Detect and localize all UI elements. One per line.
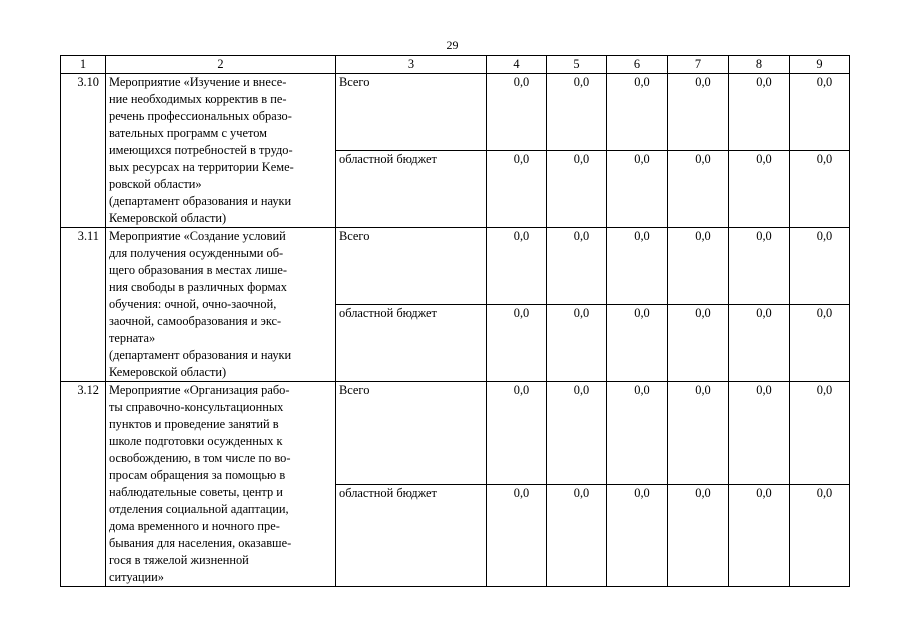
description-line: ровской области» xyxy=(109,177,202,191)
description-line: ние необходимых корректив в пе- xyxy=(109,92,287,106)
funding-value-cell xyxy=(607,305,668,382)
funding-source: Всего xyxy=(336,382,487,485)
description-line: наблюдательные советы, центр и xyxy=(109,485,283,499)
funding-value: 0,0 xyxy=(513,229,530,243)
page-number: 29 xyxy=(446,38,459,52)
measure-number: 3.12 xyxy=(61,382,106,587)
funding-value: 0,0 xyxy=(634,229,650,243)
funding-value-cell xyxy=(487,382,547,485)
funding-value-cell xyxy=(547,151,607,228)
funding-value-cell xyxy=(547,484,607,587)
header-cell: 6 xyxy=(607,56,668,74)
funding-value-cell xyxy=(790,484,850,587)
funding-value-cell xyxy=(487,228,547,305)
funding-value: 0,0 xyxy=(816,75,833,89)
description-line: просам обращения за помощью в xyxy=(109,468,286,482)
description-line: Мероприятие «Изучение и внесе- xyxy=(109,75,287,89)
funding-value: 0,0 xyxy=(695,485,711,500)
description-line: дома временного и ночного пре- xyxy=(109,519,280,533)
funding-value-cell xyxy=(607,228,668,305)
funding-value-cell xyxy=(790,151,850,228)
funding-value-cell xyxy=(790,74,850,151)
funding-value-cell xyxy=(607,74,668,151)
funding-value-cell xyxy=(668,151,729,228)
funding-value-cell xyxy=(729,305,790,382)
description-line: речень профессиональных образо- xyxy=(109,109,292,123)
funding-value: 0,0 xyxy=(573,383,590,397)
funding-source: Всего xyxy=(336,74,487,151)
header-cell: 7 xyxy=(668,56,729,74)
funding-value: 0,0 xyxy=(634,152,650,166)
funding-value: 0,0 xyxy=(573,306,590,320)
funding-value: 0,0 xyxy=(756,152,772,166)
funding-value-cell xyxy=(729,74,790,151)
funding-value-cell xyxy=(668,228,729,305)
funding-value: 0,0 xyxy=(816,485,833,500)
funding-source: областной бюджет xyxy=(336,305,487,382)
funding-value: 0,0 xyxy=(573,229,590,243)
description-line: освобождению, в том числе по во- xyxy=(109,451,291,465)
measure-description xyxy=(106,382,336,587)
description-line: школе подготовки осужденных к xyxy=(109,434,283,448)
description-line: заочной, самообразования и экс- xyxy=(109,314,282,328)
funding-value-cell xyxy=(729,151,790,228)
description-line: Кемеровской области) xyxy=(109,365,227,379)
funding-value: 0,0 xyxy=(816,152,833,166)
description-line: щего образования в местах лише- xyxy=(109,263,288,277)
measure-row xyxy=(61,228,850,305)
funding-value: 0,0 xyxy=(513,75,530,89)
measure-description xyxy=(106,228,336,382)
funding-value-cell xyxy=(487,74,547,151)
header-cell: 3 xyxy=(336,56,487,74)
description-line: вательных программ с учетом xyxy=(109,126,268,140)
measure-number: 3.11 xyxy=(61,228,106,382)
funding-value-cell xyxy=(729,484,790,587)
funding-value-cell xyxy=(668,74,729,151)
header-row xyxy=(61,56,850,74)
funding-value: 0,0 xyxy=(756,75,772,89)
description-line: имеющихся потребностей в трудо- xyxy=(109,143,293,157)
funding-value: 0,0 xyxy=(573,152,590,166)
funding-value-cell xyxy=(668,305,729,382)
description-line: ситуации» xyxy=(109,570,165,584)
funding-value-cell xyxy=(607,151,668,228)
funding-value-cell xyxy=(547,382,607,485)
description-line: терната» xyxy=(109,331,156,345)
header-cell: 9 xyxy=(790,56,850,74)
header-cell: 1 xyxy=(61,56,106,74)
header-cell: 8 xyxy=(729,56,790,74)
funding-value: 0,0 xyxy=(756,485,772,500)
funding-value: 0,0 xyxy=(695,152,711,166)
description-line: Мероприятие «Создание условий xyxy=(109,229,286,243)
program-measures-table xyxy=(60,55,850,587)
funding-value: 0,0 xyxy=(756,306,772,320)
funding-value: 0,0 xyxy=(513,152,530,166)
description-line: Мероприятие «Организация рабо- xyxy=(109,383,290,397)
funding-value-cell xyxy=(607,484,668,587)
funding-source: Всего xyxy=(336,228,487,305)
funding-value-cell xyxy=(487,151,547,228)
funding-value-cell xyxy=(547,228,607,305)
funding-value: 0,0 xyxy=(756,229,772,243)
header-cell: 2 xyxy=(106,56,336,74)
funding-value: 0,0 xyxy=(573,75,590,89)
measure-row xyxy=(61,74,850,151)
funding-value: 0,0 xyxy=(816,383,833,397)
funding-value: 0,0 xyxy=(695,306,711,320)
description-line: (департамент образования и науки xyxy=(109,348,292,362)
funding-value: 0,0 xyxy=(634,383,650,397)
funding-value: 0,0 xyxy=(573,485,590,500)
funding-value-cell xyxy=(487,484,547,587)
funding-source: областной бюджет xyxy=(336,484,487,587)
description-line: Кемеровской области) xyxy=(109,211,227,225)
description-line: гося в тяжелой жизненной xyxy=(109,553,249,567)
funding-source: областной бюджет xyxy=(336,151,487,228)
funding-value-cell xyxy=(547,305,607,382)
description-line: ты справочно-консультационных xyxy=(109,400,284,414)
funding-value: 0,0 xyxy=(695,75,711,89)
description-line: отделения социальной адаптации, xyxy=(109,502,289,516)
header-cell: 5 xyxy=(547,56,607,74)
funding-value-cell xyxy=(487,305,547,382)
funding-value-cell xyxy=(790,305,850,382)
measure-description xyxy=(106,74,336,228)
funding-value: 0,0 xyxy=(634,75,650,89)
funding-value-cell xyxy=(790,228,850,305)
description-line: обучения: очной, очно-заочной, xyxy=(109,297,277,311)
funding-value: 0,0 xyxy=(634,485,650,500)
funding-value-cell xyxy=(547,74,607,151)
description-line: бывания для населения, оказавше- xyxy=(109,536,292,550)
funding-value: 0,0 xyxy=(634,306,650,320)
funding-value: 0,0 xyxy=(695,383,711,397)
description-line: для получения осужденными об- xyxy=(109,246,284,260)
measure-row xyxy=(61,382,850,485)
funding-value: 0,0 xyxy=(695,229,711,243)
funding-value-cell xyxy=(729,382,790,485)
funding-value-cell xyxy=(729,228,790,305)
funding-value: 0,0 xyxy=(756,383,772,397)
description-line: пунктов и проведение занятий в xyxy=(109,417,279,431)
description-line: (департамент образования и науки xyxy=(109,194,292,208)
description-line: ния свободы в различных формах xyxy=(109,280,287,294)
header-cell: 4 xyxy=(487,56,547,74)
measure-number: 3.10 xyxy=(61,74,106,228)
description-line: вых ресурсах на территории Keме- xyxy=(109,160,294,174)
funding-value-cell xyxy=(668,382,729,485)
funding-value: 0,0 xyxy=(513,306,530,320)
funding-value: 0,0 xyxy=(816,306,833,320)
funding-value-cell xyxy=(790,382,850,485)
funding-value: 0,0 xyxy=(816,229,833,243)
funding-value-cell xyxy=(668,484,729,587)
funding-value: 0,0 xyxy=(513,383,530,397)
funding-value-cell xyxy=(607,382,668,485)
funding-value: 0,0 xyxy=(513,485,530,500)
